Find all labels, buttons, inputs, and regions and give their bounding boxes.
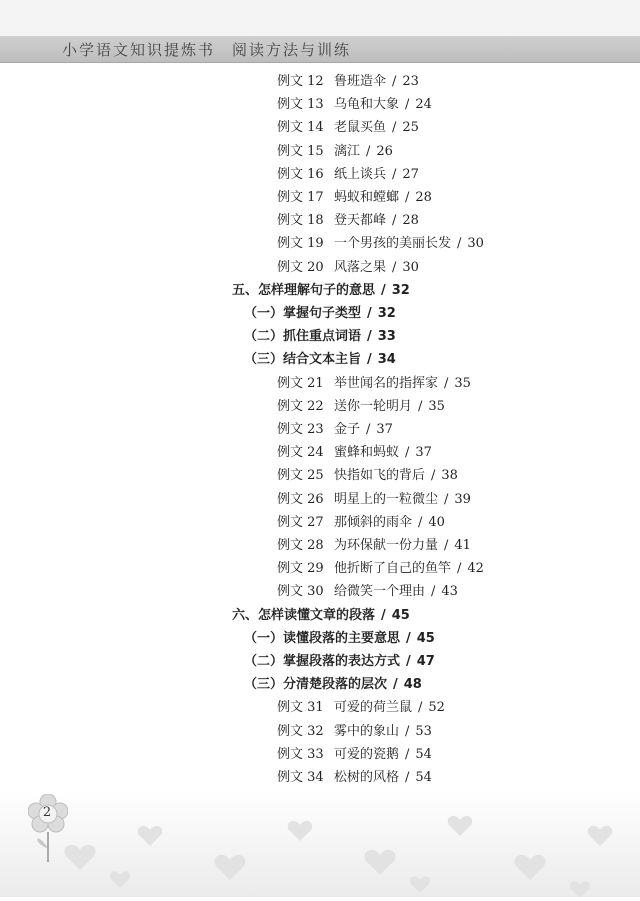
- separator: /: [367, 329, 372, 345]
- toc-example-entry: [277, 259, 419, 277]
- toc-subsection-entry: [244, 676, 422, 694]
- toc-example-entry: [277, 375, 471, 393]
- entry-title: 蜜蜂和蚂蚁: [334, 445, 400, 461]
- page-ref: 45: [416, 630, 435, 646]
- separator: /: [431, 468, 436, 484]
- book-title: 小学语文知识提炼书 阅读方法与训练: [62, 41, 352, 59]
- example-number: 例文 33: [277, 746, 324, 762]
- entry-title: 老鼠买鱼: [334, 120, 387, 136]
- separator: /: [367, 352, 372, 368]
- example-number: 例文 27: [277, 514, 324, 530]
- toc-example-entry: [277, 73, 419, 91]
- example-number: 例文 26: [277, 491, 324, 507]
- page-ref: 37: [376, 422, 393, 437]
- separator: /: [406, 630, 411, 646]
- entry-title: 可爱的瓷鹅: [334, 746, 400, 762]
- entry-title: 一个男孩的美丽长发: [334, 236, 452, 252]
- separator: /: [393, 677, 398, 693]
- example-number: 例文 19: [277, 236, 324, 252]
- entry-title: 风落之果: [334, 259, 387, 275]
- separator: /: [381, 607, 386, 623]
- separator: /: [444, 491, 449, 507]
- example-number: 例文 17: [277, 190, 324, 205]
- toc-subsection-entry: [244, 328, 396, 346]
- page-ref: 35: [428, 398, 445, 414]
- page-ref: 53: [415, 723, 432, 739]
- page-ref: 25: [402, 120, 419, 136]
- toc-example-entry: [277, 421, 393, 439]
- toc-example-entry: [277, 212, 419, 230]
- separator: /: [392, 213, 397, 229]
- toc-subsection-entry: [244, 653, 435, 671]
- entry-title: 那倾斜的雨伞: [334, 514, 413, 530]
- entry-title: （三）分清楚段落的层次: [244, 677, 388, 693]
- page-ref: 27: [402, 166, 419, 182]
- entry-title: 为环保献一份力量: [334, 538, 439, 553]
- page-ref: 28: [402, 213, 419, 229]
- page-ref: 38: [441, 468, 458, 484]
- toc-example-entry: [277, 467, 458, 485]
- example-number: 例文 21: [277, 375, 324, 391]
- separator: /: [405, 723, 410, 739]
- example-number: 例文 16: [277, 166, 324, 182]
- example-number: 例文 32: [277, 723, 324, 739]
- entry-title: 乌龟和大象: [334, 97, 400, 113]
- page-ref: 48: [403, 677, 422, 693]
- separator: /: [406, 654, 411, 669]
- toc-example-entry: [277, 166, 419, 184]
- entry-title: 可爱的荷兰鼠: [334, 700, 413, 716]
- toc-example-entry: [277, 444, 432, 462]
- entry-title: 五、怎样理解句子的意思: [232, 282, 376, 298]
- entry-title: 松树的风格: [334, 770, 400, 785]
- toc-example-entry: [277, 514, 445, 532]
- entry-title: 纸上谈兵: [334, 166, 387, 182]
- toc-example-entry: [277, 560, 484, 578]
- page-ref: 23: [402, 74, 419, 89]
- example-number: 例文 34: [277, 770, 324, 785]
- page-ref: 32: [391, 282, 410, 298]
- example-number: 例文 13: [277, 97, 324, 113]
- separator: /: [457, 561, 462, 577]
- entry-title: 送你一轮明月: [334, 398, 413, 414]
- toc-example-entry: [277, 583, 458, 601]
- entry-title: 鲁班造伞: [334, 74, 387, 89]
- example-number: 例文 30: [277, 584, 324, 600]
- entry-title: 金子: [334, 422, 361, 437]
- page-ref: 40: [428, 514, 445, 530]
- example-number: 例文 14: [277, 120, 324, 136]
- example-number: 例文 18: [277, 213, 324, 229]
- entry-title: 给微笑一个理由: [334, 584, 426, 600]
- example-number: 例文 20: [277, 259, 324, 275]
- separator: /: [405, 746, 410, 762]
- toc-example-entry: [277, 723, 432, 741]
- page-ref: 30: [402, 259, 419, 275]
- page-ref: 52: [428, 700, 445, 716]
- toc-example-entry: [277, 96, 432, 114]
- entry-title: （三）结合文本主旨: [244, 352, 362, 368]
- example-number: 例文 29: [277, 561, 324, 577]
- top-margin: [0, 0, 640, 36]
- running-header: [0, 36, 640, 63]
- separator: /: [366, 422, 371, 437]
- separator: /: [418, 398, 423, 414]
- separator: /: [405, 770, 410, 785]
- entry-title: （二）掌握段落的表达方式: [244, 654, 401, 669]
- toc-example-entry: [277, 537, 471, 555]
- page-ref: 30: [467, 236, 484, 252]
- page-ref: 42: [467, 561, 484, 577]
- page-ref: 26: [376, 143, 393, 159]
- separator: /: [392, 74, 397, 89]
- toc-example-entry: [277, 769, 432, 787]
- entry-title: 举世闻名的指挥家: [334, 375, 439, 391]
- separator: /: [444, 375, 449, 391]
- page-ref: 32: [377, 306, 396, 321]
- page-ref: 54: [415, 770, 432, 785]
- example-number: 例文 28: [277, 538, 324, 553]
- entry-title: （二）抓住重点词语: [244, 329, 362, 345]
- separator: /: [392, 120, 397, 136]
- example-number: 例文 24: [277, 445, 324, 461]
- entry-title: 蚂蚁和螳螂: [334, 190, 400, 205]
- page-ref: 47: [416, 654, 435, 669]
- toc-section-entry: [232, 607, 410, 625]
- separator: /: [418, 700, 423, 716]
- separator: /: [405, 97, 410, 113]
- separator: /: [444, 538, 449, 553]
- entry-title: 明星上的一粒微尘: [334, 491, 439, 507]
- toc-subsection-entry: [244, 305, 396, 323]
- toc-example-entry: [277, 119, 419, 137]
- toc-subsection-entry: [244, 630, 435, 648]
- entry-title: 登天都峰: [334, 213, 387, 229]
- footer-decoration: [0, 790, 640, 897]
- toc-example-entry: [277, 143, 393, 161]
- separator: /: [381, 282, 386, 298]
- toc-example-entry: [277, 235, 484, 253]
- toc-example-entry: [277, 398, 445, 416]
- separator: /: [405, 190, 410, 205]
- page-ref: 24: [415, 97, 432, 113]
- separator: /: [367, 306, 372, 321]
- separator: /: [431, 584, 436, 600]
- example-number: 例文 31: [277, 700, 324, 716]
- entry-title: 漓江: [334, 143, 361, 159]
- separator: /: [366, 143, 371, 159]
- page-ref: 37: [415, 445, 432, 461]
- toc-example-entry: [277, 699, 445, 717]
- separator: /: [405, 445, 410, 461]
- toc-subsection-entry: [244, 351, 396, 369]
- separator: /: [418, 514, 423, 530]
- entry-title: 他折断了自己的鱼竿: [334, 561, 452, 577]
- page-ref: 39: [454, 491, 471, 507]
- page-ref: 54: [415, 746, 432, 762]
- page-ref: 33: [377, 329, 396, 345]
- example-number: 例文 25: [277, 468, 324, 484]
- entry-title: （一）掌握句子类型: [244, 306, 362, 321]
- separator: /: [392, 259, 397, 275]
- hearts-pattern: [0, 790, 640, 897]
- page-ref: 34: [377, 352, 396, 368]
- toc-example-entry: [277, 491, 471, 509]
- page-ref: 43: [441, 584, 458, 600]
- page-number: 2: [42, 805, 52, 820]
- example-number: 例文 23: [277, 422, 324, 437]
- page-ref: 41: [454, 538, 471, 553]
- separator: /: [457, 236, 462, 252]
- page-ref: 45: [391, 607, 410, 623]
- example-number: 例文 15: [277, 143, 324, 159]
- entry-title: 六、怎样读懂文章的段落: [232, 607, 376, 623]
- toc-example-entry: [277, 746, 432, 764]
- example-number: 例文 12: [277, 74, 324, 89]
- example-number: 例文 22: [277, 398, 324, 414]
- separator: /: [392, 166, 397, 182]
- page-ref: 28: [415, 190, 432, 205]
- page-ref: 35: [454, 375, 471, 391]
- toc-example-entry: [277, 189, 432, 207]
- entry-title: 快指如飞的背后: [334, 468, 426, 484]
- toc-section-entry: [232, 282, 410, 300]
- entry-title: 雾中的象山: [334, 723, 400, 739]
- entry-title: （一）读懂段落的主要意思: [244, 630, 401, 646]
